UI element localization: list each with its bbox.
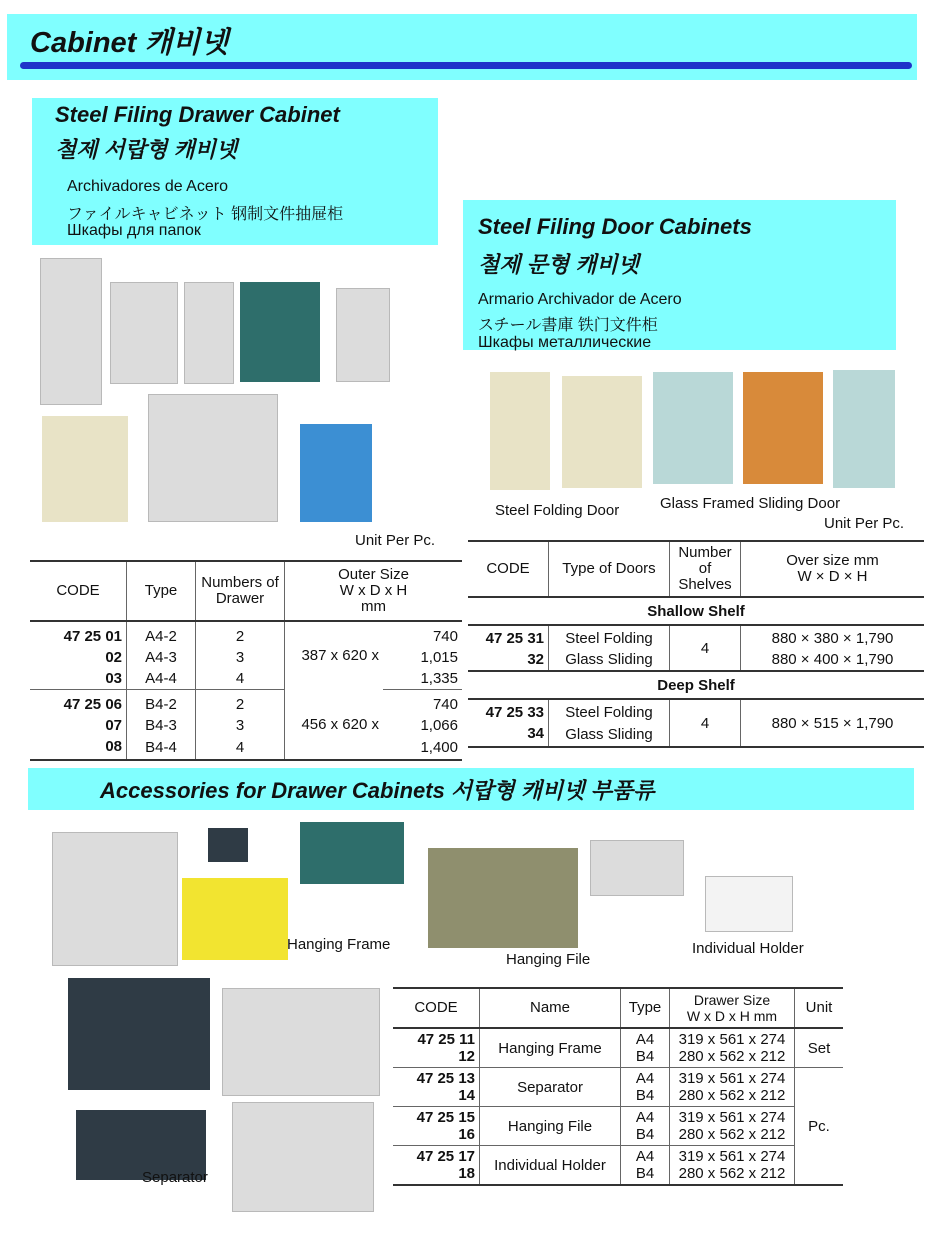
size-h-cell: 1,015 [420,649,458,666]
accessory-photo-file-stack [590,840,684,896]
drawer-title-en: Steel Filing Drawer Cabinet [55,102,340,127]
size-cell: 880 × 515 × 1,790 [741,699,925,747]
table-row [30,736,462,760]
type-cell: B4-2 [127,690,196,716]
type-b4: B4 [635,1126,655,1143]
type-a4: A4 [635,1148,655,1165]
code-a4: 47 25 15 [416,1109,475,1126]
door-title-en: Steel Filing Door Cabinets [478,214,752,239]
drawer-title-kr: 철제 서랍형 캐비넷 [55,137,238,162]
caption-steel-folding-door: Steel Folding Door [495,502,620,519]
accessory-photo-hanging-small [208,828,248,862]
code-cell [393,1107,480,1146]
drawer-cabinet-photo-6 [42,416,128,522]
size-a4: 319 x 561 x 274 [678,1070,786,1087]
table-row [393,1028,843,1068]
code-a4: 47 25 17 [416,1148,475,1165]
type-cell [621,1107,670,1146]
table-row [30,715,462,736]
drawer-cabinet-photo-7 [148,394,278,522]
accessory-photo-hanging-yellow [182,878,288,960]
size-h-cell: 1,066 [420,717,458,734]
section-shallow-shelf: Shallow Shelf [468,597,924,625]
type-a4: A4 [635,1070,655,1087]
size-b4: 280 x 562 x 212 [678,1087,786,1104]
code-cell: 08 [30,736,127,760]
drawer-cabinet-photo-1 [40,258,102,405]
code-cell: 34 [468,723,549,747]
acc-col-size [670,988,795,1028]
code-cell: 03 [30,668,127,690]
acc-col-code: CODE [393,988,480,1028]
unit-cell: Pc. [795,1068,844,1186]
code-cell: 47 25 31 [485,630,544,647]
door-sub-ru: Шкафы металлические [478,334,652,351]
door-sub-jp-cn: スチール書庫 铁门文件柜 [478,317,658,334]
size-b4: 280 x 562 x 212 [678,1048,786,1065]
door-col-size [741,541,925,597]
door-size-dims: W × D × H [797,568,868,585]
table-row [468,699,924,723]
table-row [30,621,462,647]
code-b4: 18 [458,1165,475,1182]
drawer-col-drawers: Numbers of Drawer [196,561,285,621]
drawer-size-dims: W x D x H [339,582,408,599]
code-a4: 47 25 11 [417,1031,475,1048]
door-cabinet-photo-5 [833,370,895,488]
type-a4: A4 [635,1109,655,1126]
code-cell [393,1028,480,1068]
acc-size-label: Drawer Size [693,992,771,1008]
header-rule [20,62,912,69]
size-cell: 880 × 400 × 1,790 [741,649,925,671]
type-cell [621,1028,670,1068]
code-a4: 47 25 13 [416,1070,475,1087]
acc-col-type: Type [621,988,670,1028]
type-b4: B4 [635,1165,655,1182]
code-cell [393,1146,480,1186]
drawer-col-type: Type [127,561,196,621]
code-cell: 07 [105,717,122,734]
type-b4: B4 [635,1087,655,1104]
type-cell [621,1146,670,1186]
size-h-cell: 1,335 [383,668,462,690]
accessory-photo-separator-drawer [222,988,380,1096]
size-h-cell: 740 [432,628,458,645]
size-wd-cell: 456 x 620 x [285,690,384,761]
type-a4: A4 [635,1031,655,1048]
acc-col-name: Name [480,988,621,1028]
drawer-size-label: Outer Size [338,566,409,583]
door-unit-note: Unit Per Pc. [824,515,905,532]
size-a4: 319 x 561 x 274 [678,1031,786,1048]
type-cell: A4-2 [127,621,196,647]
drawer-sub-es: Archivadores de Acero [67,178,228,195]
drawers-cell: 4 [196,736,285,760]
section-deep-shelf: Deep Shelf [468,671,924,699]
door-col-type: Type of Doors [549,541,670,597]
code-b4: 16 [458,1126,475,1143]
size-cell [670,1028,795,1068]
size-cell [670,1146,795,1186]
name-cell: Hanging Frame [480,1028,621,1068]
type-cell: A4-4 [127,668,196,690]
drawer-unit-note: Unit Per Pc. [355,532,436,549]
drawer-cabinet-table [30,560,462,761]
code-cell: 47 25 06 [63,696,122,713]
drawer-cabinet-photo-8 [300,424,372,522]
door-size-label: Over size mm [786,552,879,569]
drawers-cell: 2 [196,690,285,716]
door-type-cell: Steel Folding [549,699,670,723]
code-cell: 32 [468,649,549,671]
name-cell: Separator [480,1068,621,1107]
accessory-photo-holders [232,1102,374,1212]
door-type-cell: Glass Sliding [549,723,670,747]
drawer-col-code: CODE [30,561,127,621]
accessory-photo-individual-holder [705,876,793,932]
door-type-cell: Glass Sliding [549,649,670,671]
table-row [30,690,462,716]
size-cell [670,1107,795,1146]
door-type-cell: Steel Folding [549,625,670,649]
shelves-cell: 4 [670,699,741,747]
table-row [393,1146,843,1186]
caption-hanging-frame: Hanging Frame [287,936,391,953]
table-row [30,668,462,690]
table-row [393,1107,843,1146]
drawers-cell: 4 [196,668,285,690]
size-b4: 280 x 562 x 212 [678,1126,786,1143]
drawer-sub-jp-cn: ファイルキャビネット 钢制文件抽屉柜 [67,206,344,223]
drawer-cabinet-photo-3 [184,282,234,384]
door-cabinet-photo-2 [562,376,642,488]
code-cell: 47 25 33 [485,704,544,721]
accessory-photo-hanging-file [428,848,578,948]
door-col-shelves: Number of Shelves [670,541,741,597]
size-cell [670,1068,795,1107]
code-cell: 47 25 01 [63,628,122,645]
accessory-photo-separator-plate [68,978,210,1090]
door-col-code: CODE [468,541,549,597]
size-h-cell: 740 [432,696,458,713]
type-cell: A4-3 [127,647,196,668]
type-cell: B4-4 [127,736,196,760]
door-cabinet-photo-4 [743,372,823,484]
accessories-table [393,987,843,1186]
shelves-cell: 4 [670,625,741,671]
unit-cell: Set [795,1028,844,1068]
size-a4: 319 x 561 x 274 [678,1109,786,1126]
drawer-sub-ru: Шкафы для папок [67,222,201,239]
code-b4: 12 [458,1048,475,1065]
accessory-photo-hanging-frame [300,822,404,884]
caption-separator: Separator [142,1169,208,1186]
caption-hanging-file: Hanging File [506,951,591,968]
drawer-size-unit: mm [361,598,386,615]
name-cell: Individual Holder [480,1146,621,1186]
code-cell [393,1068,480,1107]
door-title-kr: 철제 문형 캐비넷 [478,252,639,277]
size-cell: 880 × 380 × 1,790 [741,625,925,649]
door-sub-es: Armario Archivador de Acero [478,291,682,308]
code-b4: 14 [458,1087,475,1104]
drawer-cabinet-photo-2 [110,282,178,384]
table-row [468,625,924,649]
door-cabinet-table [468,540,924,748]
drawers-cell: 3 [196,715,285,736]
caption-individual-holder: Individual Holder [692,940,804,957]
door-cabinet-photo-1 [490,372,550,490]
drawer-cabinet-photo-5 [336,288,390,382]
type-cell: B4-3 [127,715,196,736]
size-b4: 280 x 562 x 212 [678,1165,786,1182]
size-h-cell: 1,400 [383,736,462,760]
size-a4: 319 x 561 x 274 [678,1148,786,1165]
table-row [30,647,462,668]
size-wd-cell: 387 x 620 x [285,621,384,690]
acc-size-dims: W x D x H mm [686,1008,778,1024]
code-cell: 02 [105,649,122,666]
drawers-cell: 2 [196,621,285,647]
caption-glass-sliding-door: Glass Framed Sliding Door [660,495,841,512]
accessory-photo-drawer [52,832,178,966]
accessories-title: Accessories for Drawer Cabinets 서랍형 캐비넷 부품류 [100,778,655,803]
drawer-cabinet-photo-4 [240,282,320,382]
type-b4: B4 [635,1048,655,1065]
name-cell: Hanging File [480,1107,621,1146]
table-row [393,1068,843,1107]
drawers-cell: 3 [196,647,285,668]
acc-col-unit: Unit [795,988,844,1028]
drawer-col-size [285,561,463,621]
door-cabinet-photo-3 [653,372,733,484]
type-cell [621,1068,670,1107]
page-title: Cabinet 캐비넷 [30,27,229,59]
